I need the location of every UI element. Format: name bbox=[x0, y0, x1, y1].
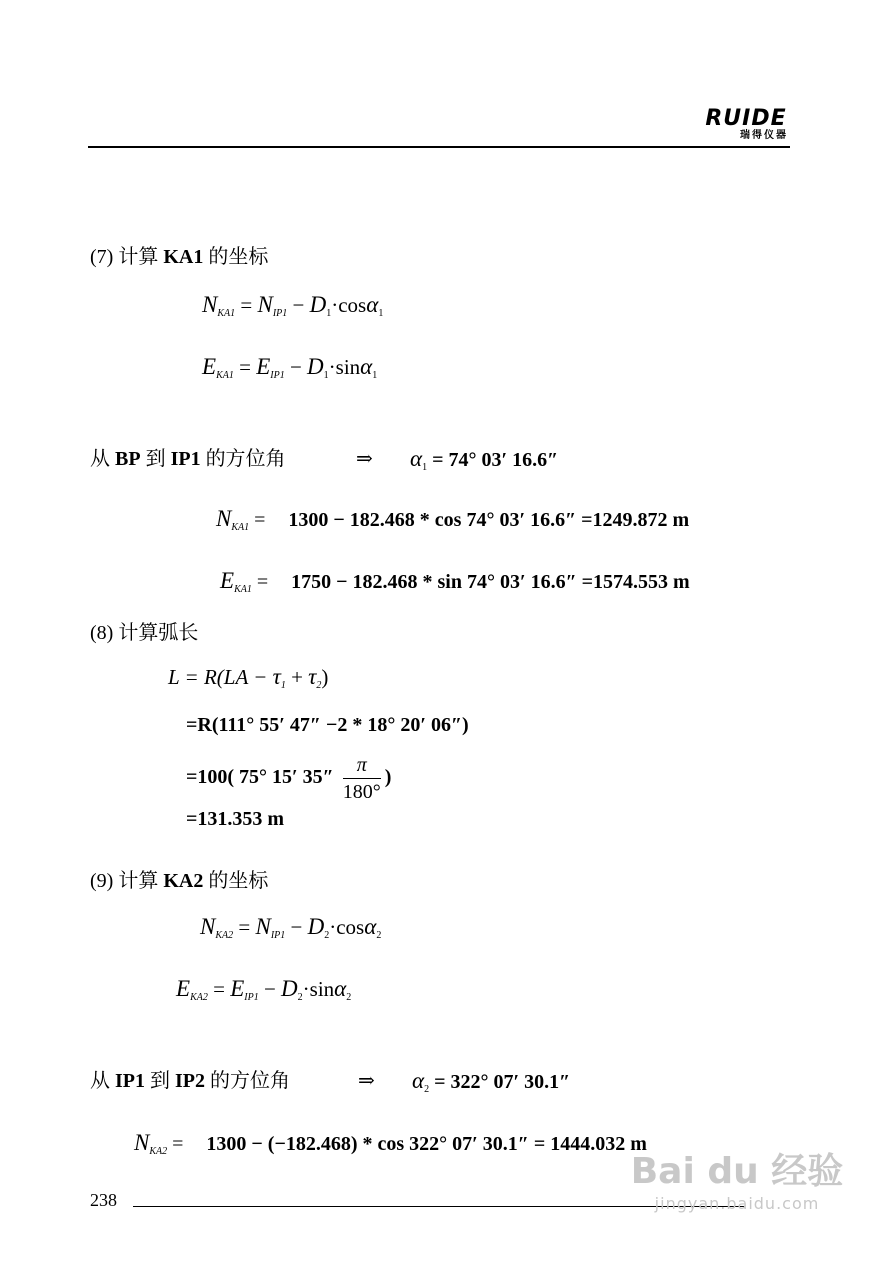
implies-arrow: ⇒ bbox=[356, 448, 373, 470]
tau: τ bbox=[308, 664, 317, 689]
minus: − bbox=[292, 293, 305, 317]
subscript: 1 bbox=[422, 462, 428, 473]
fraction-denominator: 180° bbox=[342, 781, 381, 803]
subscript: 1 bbox=[326, 308, 332, 319]
var: N bbox=[134, 1130, 150, 1155]
heading-text: 的坐标 bbox=[208, 246, 269, 268]
alpha: α bbox=[412, 1068, 425, 1093]
alpha: α bbox=[334, 976, 347, 1001]
var: D bbox=[309, 292, 327, 317]
alpha: α bbox=[410, 446, 423, 471]
heading-point: KA2 bbox=[163, 870, 204, 892]
subscript: 1 bbox=[280, 680, 286, 691]
azimuth-1-line bbox=[90, 446, 286, 472]
formula-e-ka2 bbox=[176, 976, 351, 1011]
text: 的方位角 bbox=[210, 1070, 290, 1092]
paren: ) bbox=[321, 665, 329, 689]
var: D bbox=[307, 354, 324, 379]
calc-arc-step-2 bbox=[186, 752, 391, 805]
calc-expression: 1300 − (−182.468) * cos 322° 07′ 30.1″ = 1444.032 m bbox=[206, 1133, 647, 1155]
section-8-heading bbox=[90, 620, 198, 646]
paren: ) bbox=[384, 766, 392, 789]
subscript: 2 bbox=[324, 930, 330, 941]
fraction-pi-180 bbox=[343, 752, 381, 805]
heading-text: 计算弧长 bbox=[118, 622, 199, 644]
alpha: α bbox=[366, 292, 379, 317]
angle-value: = 74° 03′ 16.6″ bbox=[432, 449, 559, 471]
logo-subtitle: 瑞得仪器 bbox=[740, 130, 788, 141]
var: D bbox=[281, 976, 298, 1001]
subscript: 2 bbox=[297, 992, 303, 1003]
heading-text: 计算 bbox=[118, 870, 159, 892]
section-9-heading bbox=[90, 868, 268, 894]
subscript: KA1 bbox=[217, 308, 236, 319]
section-number: (7) bbox=[90, 246, 114, 268]
var: E bbox=[256, 354, 271, 379]
azimuth-2-value bbox=[412, 1068, 570, 1103]
ruide-logo bbox=[700, 108, 792, 142]
subscript: KA1 bbox=[216, 370, 234, 381]
subscript: IP1 bbox=[272, 308, 288, 319]
var: E bbox=[202, 354, 217, 379]
equals: = bbox=[238, 915, 251, 939]
tau: τ bbox=[272, 664, 281, 689]
equals: = bbox=[254, 509, 266, 531]
alpha: α bbox=[364, 914, 377, 939]
subscript: 2 bbox=[346, 992, 352, 1003]
text: 到 bbox=[145, 448, 166, 470]
subscript: KA2 bbox=[215, 930, 234, 941]
point-label: IP1 bbox=[115, 1070, 145, 1092]
subscript: 2 bbox=[316, 680, 322, 691]
var: D bbox=[307, 914, 325, 939]
subscript: IP1 bbox=[244, 992, 259, 1003]
azimuth-2-line bbox=[90, 1068, 290, 1094]
minus: − bbox=[289, 355, 302, 379]
function: ·sin bbox=[302, 977, 335, 1001]
subscript: 2 bbox=[376, 930, 382, 941]
var: N bbox=[216, 506, 232, 531]
equals: = bbox=[172, 1133, 184, 1155]
minus: − bbox=[263, 977, 276, 1001]
calc-n-ka2 bbox=[134, 1130, 647, 1165]
calc-e-ka1 bbox=[220, 568, 690, 603]
point-label: BP bbox=[115, 448, 141, 470]
function: ·cos bbox=[331, 293, 367, 317]
implies-arrow: ⇒ bbox=[358, 1070, 375, 1092]
subscript: KA2 bbox=[190, 992, 208, 1003]
function: ·sin bbox=[328, 355, 361, 379]
function: ·cos bbox=[329, 915, 365, 939]
angle-value: = 322° 07′ 30.1″ bbox=[434, 1071, 571, 1093]
heading-text: 的坐标 bbox=[208, 870, 269, 892]
formula-n-ka2 bbox=[200, 914, 381, 949]
subscript: IP1 bbox=[270, 930, 286, 941]
text: 到 bbox=[150, 1070, 170, 1092]
subscript: 1 bbox=[378, 308, 384, 319]
subscript: KA1 bbox=[231, 522, 250, 533]
equals: = bbox=[256, 571, 269, 593]
var: N bbox=[202, 292, 218, 317]
minus: − bbox=[290, 915, 303, 939]
equals: = bbox=[239, 355, 251, 379]
subscript: 1 bbox=[323, 370, 329, 381]
var: E bbox=[230, 976, 245, 1001]
heading-point: KA1 bbox=[163, 246, 204, 268]
calc-expression: =100( 75° 15′ 35″ bbox=[186, 766, 334, 789]
header-rule bbox=[88, 146, 790, 148]
text: 从 bbox=[90, 448, 110, 470]
var: E bbox=[220, 568, 235, 593]
text: 从 bbox=[90, 1070, 110, 1092]
calc-expression: 1750 − 182.468 * sin 74° 03′ 16.6″ =1574.553 m bbox=[291, 571, 690, 593]
var: E bbox=[176, 976, 191, 1001]
formula-n-ka1 bbox=[202, 292, 383, 327]
point-label: IP2 bbox=[175, 1070, 205, 1092]
calc-n-ka1 bbox=[216, 506, 689, 541]
formula-e-ka1 bbox=[202, 354, 377, 389]
text: 的方位角 bbox=[205, 448, 286, 470]
section-7-heading bbox=[90, 244, 268, 270]
calc-arc-result: =131.353 m bbox=[186, 808, 285, 830]
logo-wordmark: RUIDE bbox=[705, 106, 787, 131]
calc-arc-step-1: =R(111° 55′ 47″ −2 * 18° 20′ 06″) bbox=[186, 714, 469, 736]
var: N bbox=[200, 914, 216, 939]
alpha: α bbox=[360, 354, 373, 379]
var: N bbox=[257, 292, 273, 317]
azimuth-1-value bbox=[410, 446, 558, 481]
subscript: 2 bbox=[424, 1084, 430, 1095]
equals: = bbox=[213, 977, 225, 1001]
subscript: 1 bbox=[372, 370, 378, 381]
section-number: (8) bbox=[90, 622, 114, 644]
baidu-watermark bbox=[622, 1150, 852, 1214]
plus: + bbox=[291, 665, 303, 689]
formula-arc-length bbox=[168, 664, 328, 699]
fraction-numerator: π bbox=[343, 752, 381, 779]
var: N bbox=[255, 914, 271, 939]
subscript: IP1 bbox=[270, 370, 285, 381]
calc-expression: 1300 − 182.468 * cos 74° 03′ 16.6″ =1249.872 m bbox=[288, 509, 690, 531]
subscript: KA2 bbox=[149, 1146, 168, 1157]
formula-text: L = R(LA − bbox=[168, 665, 268, 689]
heading-text: 计算 bbox=[118, 246, 159, 268]
subscript: KA1 bbox=[234, 584, 252, 595]
page-number: 238 bbox=[90, 1190, 117, 1210]
section-number: (9) bbox=[90, 870, 114, 892]
watermark-url: jingyan.baidu.com bbox=[654, 1194, 820, 1213]
equals: = bbox=[240, 293, 253, 317]
watermark-logo: Bai du 经验 bbox=[630, 1151, 844, 1192]
point-label: IP1 bbox=[170, 448, 201, 470]
